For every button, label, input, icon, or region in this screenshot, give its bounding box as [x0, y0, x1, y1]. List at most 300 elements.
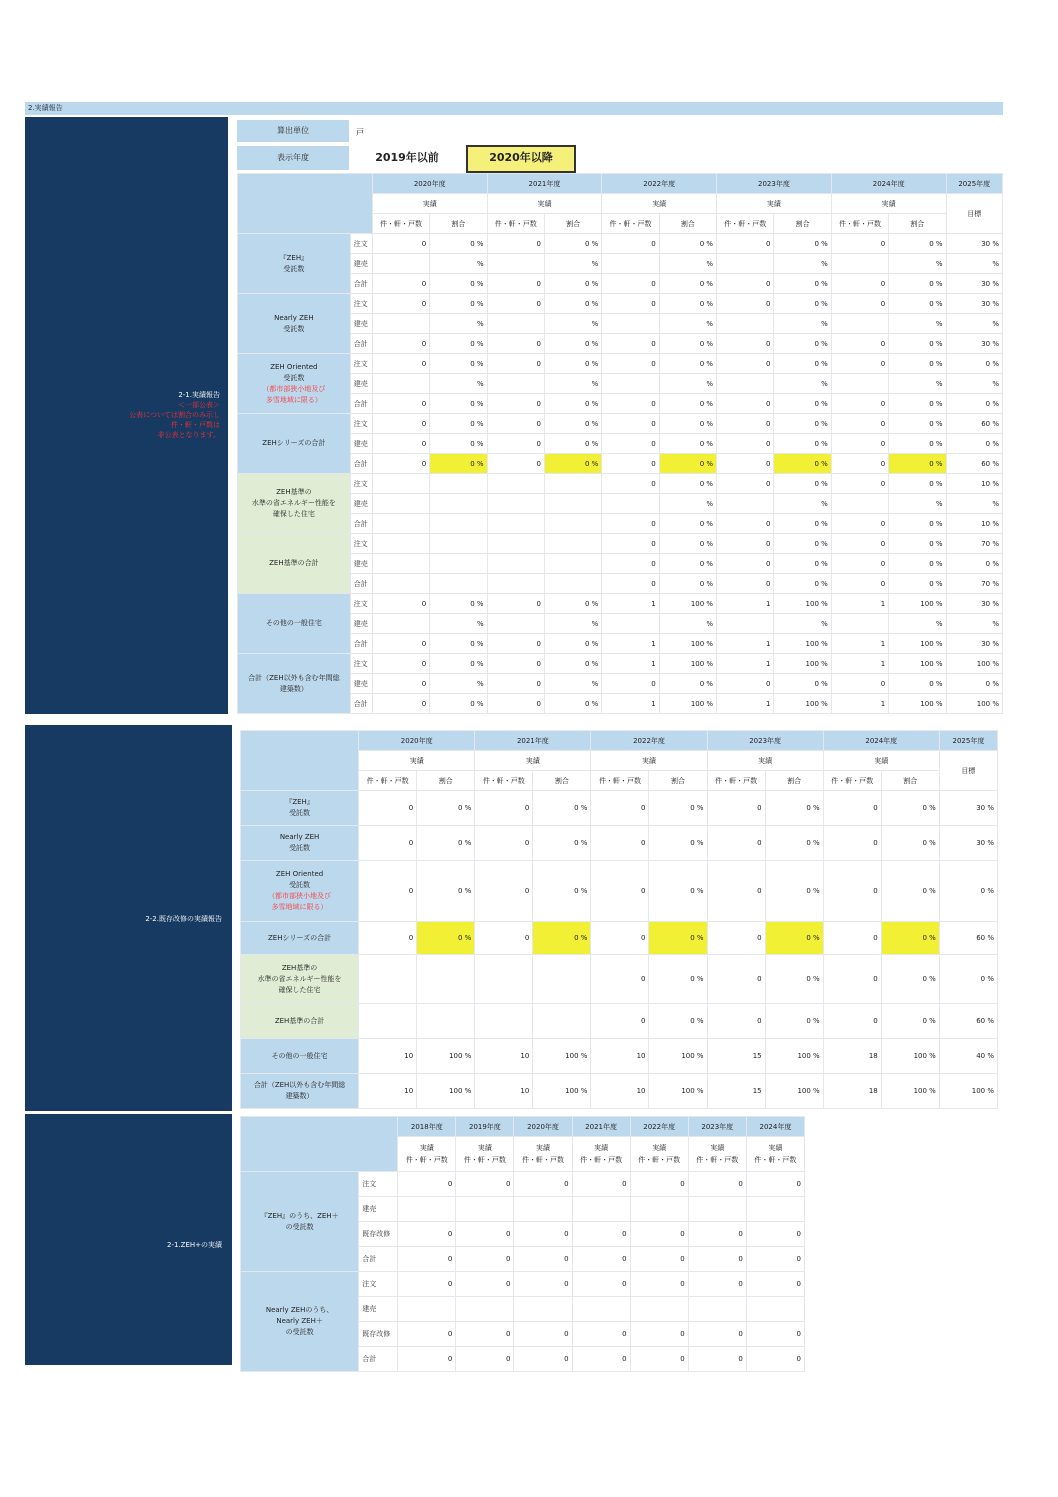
ratio-cell: 0 % [659, 474, 716, 494]
row-group-label [238, 534, 351, 594]
ratio-cell: 100 % [881, 1039, 939, 1074]
count-cell: 0 [831, 354, 888, 374]
row-type-label: 合計 [350, 694, 372, 714]
target-year-header: 2025年度 [946, 174, 1002, 194]
ratio-cell: 0 % [544, 334, 601, 354]
row-type-label: 建売 [350, 494, 372, 514]
row-type-label: 注文 [350, 594, 372, 614]
year-header-row [241, 1117, 805, 1137]
jisseki-label: 実績 [419, 1144, 434, 1152]
count-cell: 0 [475, 861, 533, 922]
ratio-cell [544, 554, 601, 574]
count-header: 件・軒・戸数 [487, 214, 544, 234]
table-row [238, 614, 1003, 634]
ratio-cell: 0 % [533, 861, 591, 922]
count-cell: 0 [487, 414, 544, 434]
table-row [238, 554, 1003, 574]
count-header: 件・軒・戸数 [717, 214, 774, 234]
ratio-cell: 0 % [881, 791, 939, 826]
count-cell: 0 [602, 274, 659, 294]
ratio-cell: 100 % [659, 694, 716, 714]
row-group-label [238, 594, 351, 654]
count-cell: 0 [602, 354, 659, 374]
table-row [238, 634, 1003, 654]
ratio-cell: 0 % [533, 922, 591, 955]
count-cell [602, 254, 659, 274]
year-header: 2024年度 [746, 1117, 804, 1137]
count-cell [456, 1297, 514, 1322]
count-header: 件・軒・戸数 [602, 214, 659, 234]
count-cell: 0 [487, 694, 544, 714]
row-label-line: 確保した住宅 [272, 510, 315, 518]
count-cell: 0 [707, 861, 765, 922]
ratio-cell [544, 514, 601, 534]
count-cell [831, 614, 888, 634]
ratio-header: 割合 [544, 214, 601, 234]
ratio-cell: 0 % [430, 274, 487, 294]
row-label-line: ZEH Oriented [275, 870, 324, 878]
count-cell [746, 1197, 804, 1222]
year-after-button[interactable]: 2020年以降 [466, 145, 576, 173]
table-row [238, 454, 1003, 474]
count-cell: 0 [602, 554, 659, 574]
ratio-cell [544, 574, 601, 594]
count-cell: 1 [831, 594, 888, 614]
sec1-side-label [80, 390, 220, 440]
year-header: 2021年度 [475, 731, 591, 751]
count-cell: 0 [831, 274, 888, 294]
jisseki-header: 実績 [591, 751, 707, 771]
ratio-cell: 0 % [544, 274, 601, 294]
count-cell: 0 [707, 1004, 765, 1039]
ratio-cell: 0 % [544, 634, 601, 654]
ratio-cell: % [544, 374, 601, 394]
row-type-label: 合計 [350, 274, 372, 294]
row-type-label: 建売 [350, 314, 372, 334]
row-type-label: 建売 [350, 554, 372, 574]
count-cell: 0 [717, 574, 774, 594]
count-cell: 0 [688, 1347, 746, 1372]
ratio-cell [430, 514, 487, 534]
table-row [238, 334, 1003, 354]
ratio-cell: 0 % [774, 394, 831, 414]
ratio-cell: 0 % [649, 922, 707, 955]
ratio-cell: % [544, 614, 601, 634]
row-label [241, 922, 359, 955]
ratio-cell: 0 % [774, 474, 831, 494]
count-cell: 0 [372, 434, 429, 454]
count-cell: 0 [831, 514, 888, 534]
row-type-label: 建売 [350, 614, 372, 634]
count-cell: 0 [746, 1247, 804, 1272]
count-header: 件・軒・戸数 [359, 771, 417, 791]
count-cell [831, 254, 888, 274]
count-cell: 0 [688, 1172, 746, 1197]
count-cell: 0 [823, 826, 881, 861]
ratio-cell: 0 % [659, 294, 716, 314]
count-cell: 0 [707, 955, 765, 1004]
row-type-label: 注文 [350, 294, 372, 314]
ratio-cell: 0 % [946, 674, 1002, 694]
ratio-cell [544, 474, 601, 494]
count-cell [372, 254, 429, 274]
count-cell: 0 [602, 574, 659, 594]
count-cell: 0 [487, 674, 544, 694]
count-cell: 0 [398, 1272, 456, 1297]
count-cell: 0 [823, 1004, 881, 1039]
count-cell [572, 1197, 630, 1222]
row-label-line: その他の一般住宅 [271, 1051, 328, 1060]
count-cell: 0 [372, 234, 429, 254]
count-cell: 0 [514, 1222, 572, 1247]
row-label [241, 955, 359, 1004]
count-cell [372, 614, 429, 634]
ratio-cell: 60 % [939, 1004, 997, 1039]
row-type-label: 注文 [350, 654, 372, 674]
ratio-cell: % [774, 374, 831, 394]
count-cell: 0 [372, 354, 429, 374]
jisseki-header: 実績 [475, 751, 591, 771]
ratio-header: 割合 [659, 214, 716, 234]
ratio-cell: 0 % [889, 354, 946, 374]
ratio-cell: % [430, 674, 487, 694]
count-cell [717, 314, 774, 334]
count-cell: 0 [823, 955, 881, 1004]
count-cell: 0 [823, 791, 881, 826]
count-cell: 0 [602, 474, 659, 494]
count-cell: 0 [717, 274, 774, 294]
count-cell [372, 314, 429, 334]
ratio-cell: 0 % [659, 554, 716, 574]
count-cell: 0 [572, 1222, 630, 1247]
table-row [241, 1074, 998, 1109]
jisseki-label: 実績 [652, 1144, 667, 1152]
year-header: 2022年度 [602, 174, 717, 194]
count-cell: 1 [831, 634, 888, 654]
row-label-line: Nearly ZEHのうち、 [265, 1306, 334, 1314]
row-type-label: 合計 [350, 334, 372, 354]
ratio-cell: 0 % [659, 574, 716, 594]
row-label-line: 『ZEH』のうち、ZEH＋ [260, 1211, 339, 1220]
ratio-cell: 0 % [946, 394, 1002, 414]
row-label-line: 水準の省エネルギー性能を [251, 499, 336, 507]
ratio-cell: 30 % [939, 826, 997, 861]
count-cell [487, 534, 544, 554]
sec1-note-4: 非公表となります。 [157, 431, 220, 439]
count-label: 件・軒・戸数 [638, 1156, 681, 1164]
ratio-cell: 30 % [946, 634, 1002, 654]
ratio-cell: 100 % [774, 594, 831, 614]
jisseki-header: 実績 [831, 194, 946, 214]
row-label-line: の受託数 [285, 1328, 314, 1336]
section-title-bar [25, 102, 1003, 115]
row-label-line: 建築数） [279, 684, 308, 693]
count-cell: 0 [514, 1272, 572, 1297]
count-cell: 0 [717, 434, 774, 454]
count-cell: 0 [717, 294, 774, 314]
ratio-cell: 0 % [774, 274, 831, 294]
ratio-cell: 0 % [544, 594, 601, 614]
row-type-label: 建売 [359, 1197, 398, 1222]
unit-label: 算出単位 [277, 126, 309, 135]
row-type-label: 合計 [350, 634, 372, 654]
row-type-label: 合計 [359, 1347, 398, 1372]
row-group-label [241, 1272, 359, 1372]
ratio-header: 割合 [649, 771, 707, 791]
display-label-cell [237, 146, 349, 170]
count-cell [487, 554, 544, 574]
ratio-cell: 100 % [881, 1074, 939, 1109]
table-row [238, 394, 1003, 414]
count-cell: 0 [475, 826, 533, 861]
ratio-cell: 0 % [881, 922, 939, 955]
count-cell: 0 [514, 1247, 572, 1272]
count-cell: 0 [823, 922, 881, 955]
count-cell: 0 [359, 826, 417, 861]
row-label-line: ZEH基準の合計 [269, 559, 319, 567]
count-cell: 0 [359, 791, 417, 826]
count-cell: 10 [359, 1039, 417, 1074]
count-cell: 0 [398, 1222, 456, 1247]
count-cell: 0 [707, 826, 765, 861]
ratio-header: 割合 [533, 771, 591, 791]
target-year-header: 2025年度 [939, 731, 997, 751]
count-label: 件・軒・戸数 [754, 1156, 797, 1164]
table-row [238, 234, 1003, 254]
count-cell [372, 494, 429, 514]
year-before-button[interactable]: 2019年以前 [375, 151, 439, 164]
count-cell: 0 [602, 294, 659, 314]
count-cell [475, 1004, 533, 1039]
jisseki-count-header [514, 1137, 572, 1172]
ratio-cell: 0 % [430, 414, 487, 434]
count-cell: 1 [602, 654, 659, 674]
count-cell: 0 [602, 394, 659, 414]
ratio-cell: 0 % [889, 474, 946, 494]
count-cell: 1 [717, 594, 774, 614]
count-cell: 0 [398, 1347, 456, 1372]
count-label: 件・軒・戸数 [522, 1156, 564, 1164]
ratio-cell: 30 % [946, 274, 1002, 294]
ratio-cell: % [889, 254, 946, 274]
row-type-label: 合計 [350, 454, 372, 474]
ratio-cell: 0 % [649, 861, 707, 922]
row-type-label: 建売 [350, 254, 372, 274]
target-header: 目標 [946, 194, 1002, 234]
row-label-line: その他の一般住宅 [265, 619, 322, 627]
ratio-cell: 0 % [659, 354, 716, 374]
count-cell [717, 254, 774, 274]
count-cell: 0 [359, 922, 417, 955]
row-group-label [238, 414, 351, 474]
ratio-cell: 0 % [544, 234, 601, 254]
count-cell: 0 [831, 234, 888, 254]
ratio-cell: 0 % [765, 922, 823, 955]
count-cell: 0 [717, 334, 774, 354]
row-group-label [238, 654, 351, 714]
count-cell: 0 [602, 234, 659, 254]
row-type-label: 注文 [359, 1172, 398, 1197]
ratio-cell: 0 % [946, 554, 1002, 574]
ratio-cell: 0 % [881, 861, 939, 922]
count-cell [717, 374, 774, 394]
ratio-cell [417, 955, 475, 1004]
count-cell [630, 1197, 688, 1222]
row-label-line: 確保した住宅 [278, 985, 321, 994]
count-cell [487, 574, 544, 594]
ratio-cell: 100 % [946, 654, 1002, 674]
count-cell: 0 [487, 654, 544, 674]
ratio-cell: 100 % [533, 1039, 591, 1074]
count-cell: 0 [591, 1004, 649, 1039]
ratio-cell: 0 % [765, 955, 823, 1004]
ratio-cell: 0 % [881, 955, 939, 1004]
count-header: 件・軒・戸数 [831, 214, 888, 234]
table-row [241, 922, 998, 955]
count-cell: 15 [707, 1039, 765, 1074]
ratio-cell: 30 % [946, 234, 1002, 254]
ratio-cell: 100 % [533, 1074, 591, 1109]
count-cell [688, 1197, 746, 1222]
year-header: 2024年度 [831, 174, 946, 194]
ratio-cell: 0 % [889, 554, 946, 574]
ratio-cell: 100 % [659, 634, 716, 654]
ratio-cell [533, 955, 591, 1004]
ratio-cell: 100 % [659, 654, 716, 674]
row-label-line: Nearly ZEH＋ [276, 1317, 323, 1325]
ratio-cell: 0 % [659, 434, 716, 454]
row-type-label: 合計 [350, 394, 372, 414]
row-type-label: 注文 [350, 534, 372, 554]
ratio-cell [417, 1004, 475, 1039]
ratio-cell: 0 % [939, 955, 997, 1004]
unit-label-cell [237, 120, 349, 142]
count-cell: 0 [456, 1347, 514, 1372]
unit-value: 戸 [356, 128, 364, 137]
count-cell: 0 [688, 1222, 746, 1247]
count-cell: 0 [717, 554, 774, 574]
ratio-header: 割合 [417, 771, 475, 791]
ratio-cell: 100 % [889, 594, 946, 614]
count-cell: 0 [831, 554, 888, 574]
count-cell: 0 [372, 454, 429, 474]
count-cell: 0 [602, 414, 659, 434]
count-cell: 0 [514, 1322, 572, 1347]
ratio-cell: 100 % [946, 694, 1002, 714]
count-cell [372, 534, 429, 554]
count-cell: 1 [602, 594, 659, 614]
count-cell [359, 1004, 417, 1039]
ratio-cell: % [659, 614, 716, 634]
row-label-line: の受託数 [285, 1222, 314, 1231]
ratio-cell: 0 % [946, 354, 1002, 374]
ratio-cell: 100 % [659, 594, 716, 614]
ratio-cell: % [889, 614, 946, 634]
ratio-cell: 0 % [417, 922, 475, 955]
count-cell: 0 [602, 534, 659, 554]
count-cell [602, 494, 659, 514]
ratio-cell: 0 % [659, 394, 716, 414]
count-cell: 0 [823, 861, 881, 922]
count-cell: 0 [717, 454, 774, 474]
count-cell: 0 [602, 674, 659, 694]
ratio-cell: 0 % [430, 454, 487, 474]
table-row [238, 574, 1003, 594]
ratio-cell [544, 494, 601, 514]
count-cell [514, 1197, 572, 1222]
ratio-cell: % [430, 614, 487, 634]
ratio-cell: 0 % [659, 334, 716, 354]
ratio-cell: 100 % [889, 654, 946, 674]
table-row [238, 414, 1003, 434]
count-cell: 0 [630, 1272, 688, 1297]
ratio-cell: 30 % [946, 594, 1002, 614]
count-cell: 0 [591, 861, 649, 922]
ratio-cell: % [544, 314, 601, 334]
ratio-cell: 0 % [774, 534, 831, 554]
ratio-cell: 0 % [659, 514, 716, 534]
ratio-cell: 0 % [417, 826, 475, 861]
ratio-cell: % [946, 254, 1002, 274]
sec1-note-2: 公表については割合のみ示し [129, 411, 220, 419]
count-cell: 0 [572, 1172, 630, 1197]
ratio-cell: 0 % [889, 534, 946, 554]
ratio-cell: 0 % [774, 514, 831, 534]
ratio-cell: % [946, 614, 1002, 634]
count-header: 件・軒・戸数 [591, 771, 649, 791]
ratio-cell: 0 % [649, 1004, 707, 1039]
year-header-row [238, 174, 1003, 194]
ratio-cell: 0 % [881, 1004, 939, 1039]
count-cell: 0 [487, 434, 544, 454]
ratio-cell: % [430, 314, 487, 334]
row-label-line: 受託数 [289, 881, 311, 889]
row-group-label [238, 234, 351, 294]
count-cell: 0 [746, 1347, 804, 1372]
jisseki-label: 実績 [768, 1144, 783, 1152]
jisseki-header: 実績 [372, 194, 487, 214]
ratio-cell: 0 % [889, 274, 946, 294]
count-cell: 0 [602, 514, 659, 534]
row-type-label: 合計 [350, 514, 372, 534]
count-cell: 0 [707, 791, 765, 826]
count-cell: 0 [717, 234, 774, 254]
table-row [238, 514, 1003, 534]
ratio-cell: % [889, 314, 946, 334]
row-label-note: 多雪地域に限る） [271, 903, 328, 911]
count-cell: 1 [717, 634, 774, 654]
count-cell: 0 [487, 634, 544, 654]
count-cell: 0 [572, 1322, 630, 1347]
count-cell: 0 [514, 1347, 572, 1372]
ratio-cell: 0 % [649, 955, 707, 1004]
ratio-cell: 0 % [430, 354, 487, 374]
count-cell: 0 [630, 1172, 688, 1197]
ratio-cell: 0 % [544, 454, 601, 474]
ratio-cell: 0 % [430, 594, 487, 614]
year-header: 2023年度 [717, 174, 832, 194]
ratio-cell: 0 % [544, 354, 601, 374]
ratio-cell: 0 % [659, 234, 716, 254]
count-cell: 0 [456, 1322, 514, 1347]
table-row [238, 434, 1003, 454]
ratio-cell: % [889, 374, 946, 394]
ratio-cell: 0 % [889, 574, 946, 594]
ratio-cell: 0 % [659, 414, 716, 434]
ratio-cell: 0 % [774, 434, 831, 454]
ratio-cell: 0 % [774, 414, 831, 434]
table-row [241, 1272, 805, 1297]
